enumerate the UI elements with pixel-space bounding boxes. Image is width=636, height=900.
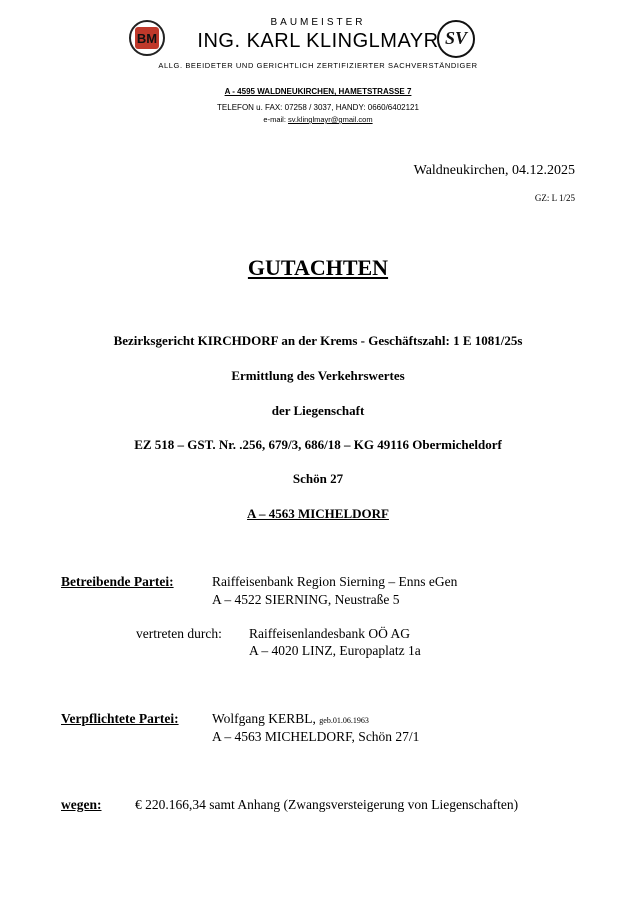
representative-address: A – 4020 LINZ, Europaplatz 1a [249, 643, 421, 658]
letterhead-small-title: BAUMEISTER [270, 17, 366, 28]
defendant-name: Wolfgang KERBL, [212, 711, 316, 726]
defendant-line [212, 711, 369, 727]
representative-name: Raiffeisenlandesbank OÖ AG [249, 626, 410, 641]
claim-label: wegen: [61, 797, 102, 812]
email-label: e-mail: [263, 115, 286, 124]
document-title: GUTACHTEN [247, 255, 389, 280]
plaintiff-label: Betreibende Partei: [61, 574, 174, 589]
represented-label: vertreten durch: [136, 626, 222, 641]
letterhead-subtitle: ALLG. BEEIDETER UND GERICHTLICH ZERTIFIZIERTER SACHVERSTÄNDIGER [158, 61, 478, 70]
defendant-address: A – 4563 MICHELDORF, Schön 27/1 [212, 729, 420, 744]
purpose-line: Ermittlung des Verkehrswertes [231, 368, 405, 383]
street-line: Schön 27 [292, 471, 344, 486]
letterhead-email-line [0, 115, 636, 124]
object-line: der Liegenschaft [271, 403, 365, 418]
email-link[interactable]: sv.klinglmayr@gmail.com [288, 115, 373, 124]
claim-text: € 220.166,34 samt Anhang (Zwangsversteigerung von Liegenschaften) [135, 797, 519, 812]
builder-logo-text: BM [136, 31, 158, 46]
defendant-birth: geb.01.06.1963 [319, 716, 369, 725]
court-line: Bezirksgericht KIRCHDORF an der Krems - Geschäftszahl: 1 E 1081/25s [113, 333, 523, 348]
expert-seal-text: SV [444, 28, 468, 48]
parcel-line: EZ 518 – GST. Nr. .256, 679/3, 686/18 – KG 49116 Obermicheldorf [134, 437, 502, 452]
defendant-label: Verpflichtete Partei: [61, 711, 179, 726]
letterhead-name: ING. KARL KLINGLMAYR [197, 30, 439, 52]
city-line: A – 4563 MICHELDORF [247, 506, 389, 521]
reference-number: GZ: L 1/25 [534, 193, 575, 203]
plaintiff-name: Raiffeisenbank Region Sierning – Enns eGen [212, 574, 458, 589]
plaintiff-address: A – 4522 SIERNING, Neustraße 5 [212, 592, 400, 607]
letterhead-phone: TELEFON u. FAX: 07258 / 3037, HANDY: 0660/6402121 [217, 103, 419, 112]
letterhead-address: A - 4595 WALDNEUKIRCHEN, HAMETSTRASSE 7 [224, 87, 412, 96]
place-date: Waldneukirchen, 04.12.2025 [413, 163, 575, 178]
